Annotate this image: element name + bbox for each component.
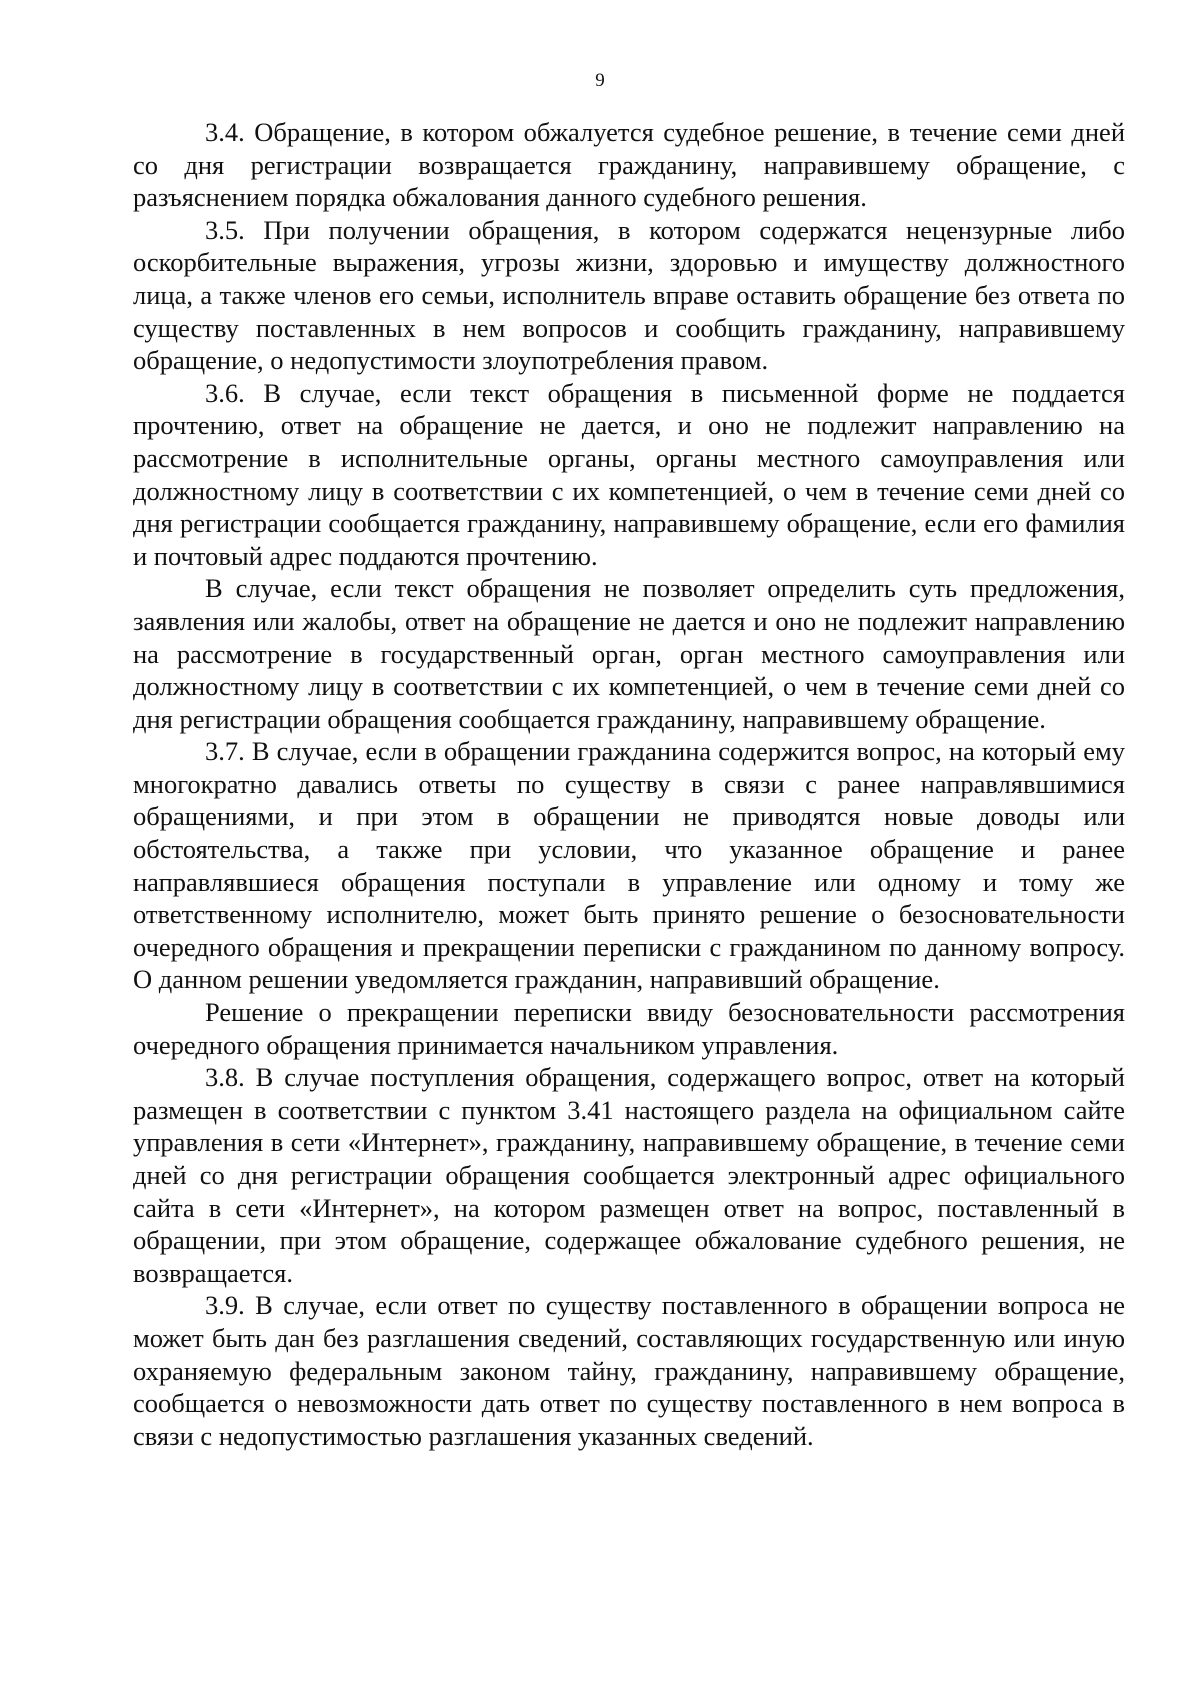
paragraph-3-7: 3.7. В случае, если в обращении гражданина содержится вопрос, на который ему многократно давались ответы по существу в связи с ранее направлявшимися обращениями, и при этом в обращении не приводятся новые доводы или обстоятельства, а также при условии, что указанное обращение и ранее направлявшиеся обращения поступали в управление или одному и тому же ответственному исполнителю, может быть принято решение о безосновательности очередного обращения и прекращении переписки с гражданином по данному вопросу. О данном решении уведомляется гражданин, направивший обращение. xyxy=(133,736,1125,995)
paragraph-3-7-continued: Решение о прекращении переписки ввиду безосновательности рассмотрения очередного обращения принимается начальником управления. xyxy=(133,997,1125,1060)
page-number: 9 xyxy=(595,70,605,91)
paragraph-3-8: 3.8. В случае поступления обращения, содержащего вопрос, ответ на который размещен в соответствии с пунктом 3.41 настоящего раздела на официальном сайте управления в сети «Интернет», гражданину, направившему обращение, в течение семи дней со дня регистрации обращения сообщается электронный адрес официального сайта в сети «Интернет», на котором размещен ответ на вопрос, поставленный в обращении, при этом обращение, содержащее обжалование судебного решения, не возвращается. xyxy=(133,1062,1125,1288)
paragraph-3-6: 3.6. В случае, если текст обращения в письменной форме не поддается прочтению, ответ на обращение не дается, и оно не подлежит направлению на рассмотрение в исполнительные органы, органы местного самоуправления или должностному лицу в соответствии с их компетенцией, о чем в течение семи дней со дня регистрации сообщается гражданину, направившему обращение, если его фамилия и почтовый адрес поддаются прочтению. xyxy=(133,377,1125,571)
paragraph-3-6-continued: В случае, если текст обращения не позволяет определить суть предложения, заявления или жалобы, ответ на обращение не дается и оно не подлежит направлению на рассмотрение в государственный орган, орган местного самоуправления или должностному лицу в соответствии с их компетенцией, о чем в течение семи дней со дня регистрации обращения сообщается гражданину, направившему обращение. xyxy=(133,573,1125,734)
paragraph-3-4: 3.4. Обращение, в котором обжалуется судебное решение, в течение семи дней со дня регистрации возвращается гражданину, направившему обращение, с разъяснением порядка обжалования данного судебного решения. xyxy=(133,117,1125,213)
paragraph-3-5: 3.5. При получении обращения, в котором содержатся нецензурные либо оскорбительные выражения, угрозы жизни, здоровью и имуществу должностного лица, а также членов его семьи, исполнитель вправе оставить обращение без ответа по существу поставленных в нем вопросов и сообщить гражданину, направившему обращение, о недопустимости злоупотребления правом. xyxy=(133,214,1125,376)
document-body xyxy=(133,116,1125,1452)
paragraph-3-9: 3.9. В случае, если ответ по существу поставленного в обращении вопроса не может быть дан без разглашения сведений, составляющих государственную или иную охраняемую федеральным законом тайну, гражданину, направившему обращение, сообщается о невозможности дать ответ по существу поставленного в нем вопроса в связи с недопустимостью разглашения указанных сведений. xyxy=(133,1290,1125,1451)
